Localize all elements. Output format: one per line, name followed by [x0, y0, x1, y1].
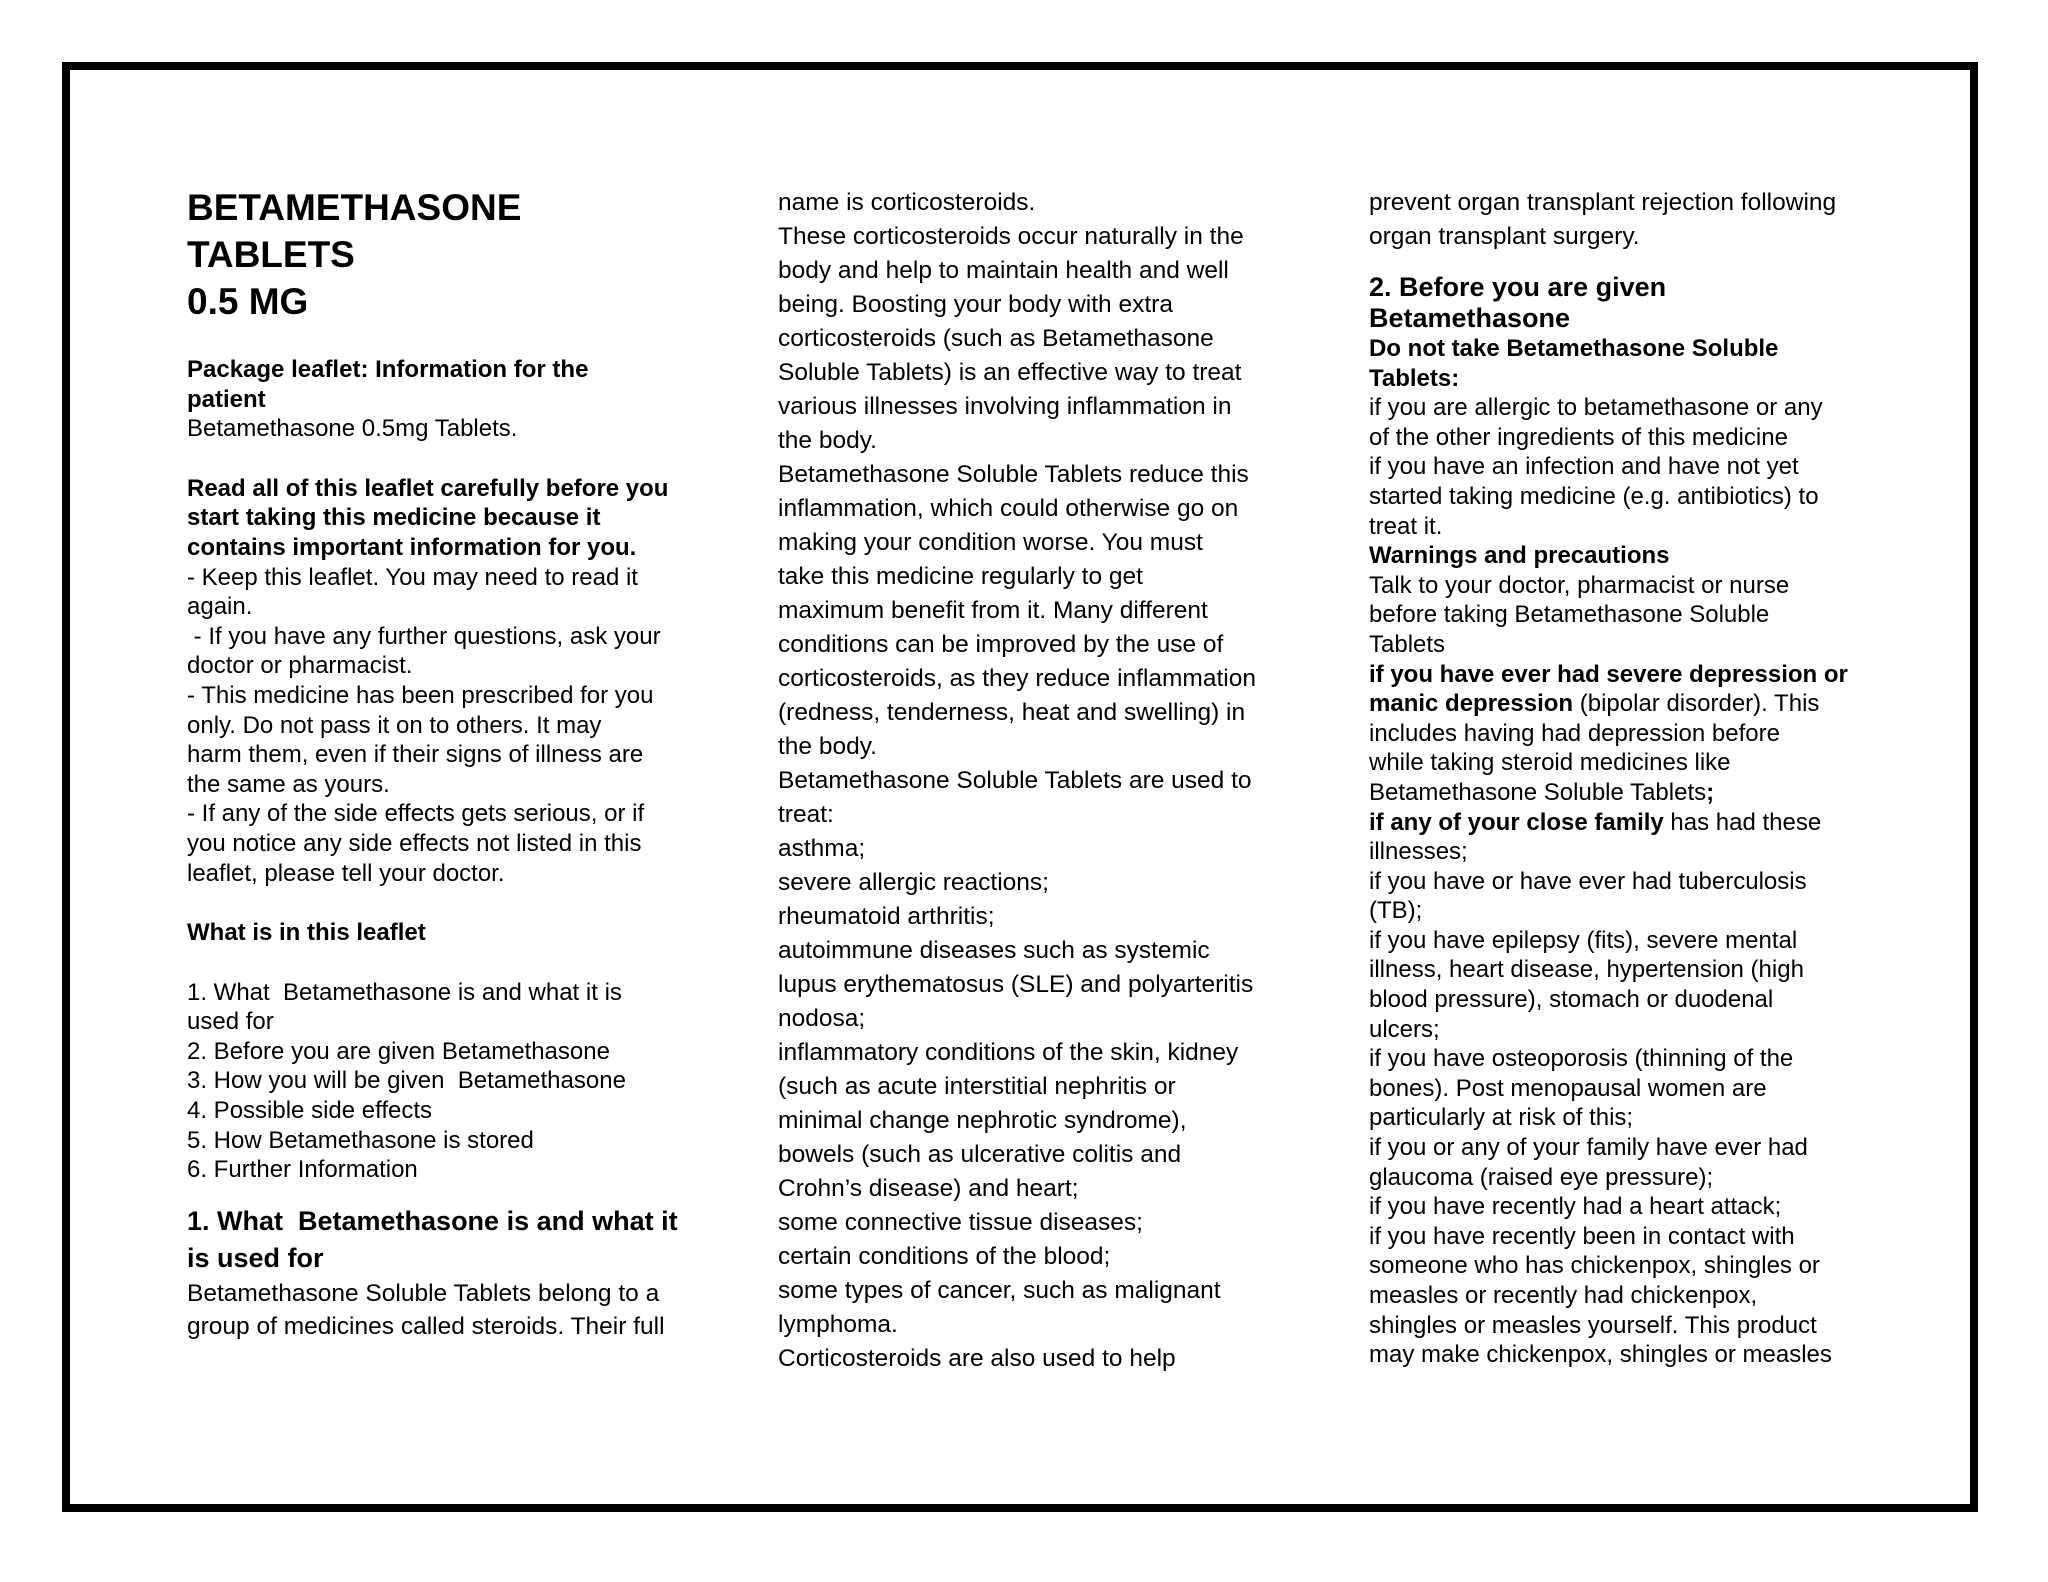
list-item: you notice any side effects not listed in this [187, 829, 642, 857]
text-line: lymphoma. [778, 1311, 898, 1338]
toc-item: used for [187, 1008, 274, 1036]
text-line: inflammatory conditions of the skin, kidney [778, 1039, 1239, 1066]
text-line: if you have recently had a heart attack; [1369, 1193, 1782, 1221]
list-item: doctor or pharmacist. [187, 652, 413, 680]
text-line: before taking Betamethasone Soluble [1369, 601, 1770, 629]
section-1-text: Betamethasone Soluble Tablets belong to a [187, 1279, 660, 1307]
text-line: maximum benefit from it. Many different [778, 597, 1208, 624]
toc-item: 4. Possible side effects [187, 1097, 433, 1125]
read-warning: contains important information for you. [187, 533, 637, 561]
text-line [1369, 808, 1889, 838]
text-line: ulcers; [1369, 1015, 1440, 1043]
text-line: severe allergic reactions; [778, 869, 1049, 896]
text-line: Tablets [1369, 630, 1446, 658]
product-name: Betamethasone 0.5mg Tablets. [187, 415, 518, 443]
text-line: particularly at risk of this; [1369, 1104, 1634, 1132]
toc-item: 2. Before you are given Betamethasone [187, 1037, 610, 1065]
text-line: started taking medicine (e.g. antibiotics) to [1369, 482, 1819, 510]
text-line: if you have an infection and have not yet [1369, 453, 1799, 481]
text-line: (TB); [1369, 897, 1423, 925]
text-line: some types of cancer, such as malignant [778, 1277, 1221, 1304]
text-line: inflammation, which could otherwise go on [778, 495, 1239, 522]
text-line: conditions can be improved by the use of [778, 631, 1224, 658]
text-line: (such as acute interstitial nephritis or [778, 1073, 1176, 1100]
text-line: includes having had depression before [1369, 719, 1780, 747]
section-2-heading: 2. Before you are given [1369, 272, 1667, 302]
text-line: shingles or measles yourself. This product [1369, 1311, 1817, 1339]
text-line: may make chickenpox, shingles or measles [1369, 1341, 1832, 1369]
list-item: harm them, even if their signs of illness are [187, 741, 644, 769]
text-line: if you have or have ever had tuberculosis [1369, 867, 1807, 895]
text-line: the body. [778, 427, 877, 454]
text-fragment: (bipolar disorder). This [1573, 690, 1820, 718]
text-line [1369, 778, 1889, 808]
text-line: nodosa; [778, 1005, 866, 1032]
text-line: treat it. [1369, 512, 1443, 540]
text-line: various illnesses involving inflammation in [778, 393, 1232, 420]
list-item: - If you have any further questions, ask your [187, 622, 661, 650]
text-line: Crohn’s disease) and heart; [778, 1175, 1079, 1202]
text-line: corticosteroids, as they reduce inflammation [778, 665, 1256, 692]
text-line: if you are allergic to betamethasone or any [1369, 394, 1823, 422]
text-line: if you or any of your family have ever had [1369, 1134, 1808, 1162]
text-line: if you have recently been in contact with [1369, 1222, 1795, 1250]
bold-phrase: ; [1706, 778, 1715, 806]
warnings-heading: Warnings and precautions [1369, 542, 1670, 570]
text-line: lupus erythematosus (SLE) and polyarteritis [778, 971, 1254, 998]
text-line: Talk to your doctor, pharmacist or nurse [1369, 571, 1790, 599]
do-not-take-heading: Do not take Betamethasone Soluble [1369, 335, 1779, 362]
text-line [1369, 689, 1889, 719]
bold-phrase: if any of your close family [1369, 808, 1664, 836]
title-line: BETAMETHASONE [187, 187, 522, 228]
text-line: treat: [778, 801, 834, 828]
text-line: (redness, tenderness, heat and swelling) in [778, 699, 1246, 726]
text-line: if you have ever had severe depression or [1369, 660, 1848, 688]
text-line: name is corticosteroids. [778, 189, 1036, 216]
text-line: glaucoma (raised eye pressure); [1369, 1163, 1714, 1191]
text-line: bowels (such as ulcerative colitis and [778, 1141, 1182, 1168]
text-line: being. Boosting your body with extra [778, 291, 1173, 318]
text-line: corticosteroids (such as Betamethasone [778, 325, 1214, 352]
section-2-heading: Betamethasone [1369, 303, 1571, 333]
text-line: Betamethasone Soluble Tablets reduce this [778, 461, 1249, 488]
do-not-take-heading: Tablets: [1369, 364, 1460, 392]
list-item: - Keep this leaflet. You may need to read it [187, 563, 638, 591]
text-line: body and help to maintain health and well [778, 257, 1229, 284]
package-leaflet-heading: Package leaflet: Information for the [187, 356, 589, 383]
list-item: leaflet, please tell your doctor. [187, 859, 505, 887]
column-2 [778, 186, 1298, 1376]
read-warning: Read all of this leaflet carefully before you [187, 474, 669, 502]
section-1-text: group of medicines called steroids. Their full [187, 1313, 665, 1341]
section-1-heading: 1. What Betamethasone is and what it [187, 1205, 678, 1236]
text-fragment: has had these [1663, 808, 1822, 836]
list-item: - This medicine has been prescribed for you [187, 681, 654, 709]
title-line: TABLETS [187, 234, 355, 275]
advice-list [187, 563, 687, 889]
text-line: rheumatoid arthritis; [778, 903, 995, 930]
text-line: asthma; [778, 835, 866, 862]
package-leaflet-heading: patient [187, 385, 266, 413]
toc-item: 5. How Betamethasone is stored [187, 1126, 534, 1154]
text-line: illness, heart disease, hypertension (high [1369, 956, 1804, 984]
text-line: some connective tissue diseases; [778, 1209, 1143, 1236]
read-warning: start taking this medicine because it [187, 504, 601, 532]
list-item: - If any of the side effects gets serious, or if [187, 800, 645, 828]
text-line: take this medicine regularly to get [778, 563, 1143, 590]
text-line: measles or recently had chickenpox, [1369, 1282, 1758, 1309]
toc-item: 3. How you will be given Betamethasone [187, 1067, 626, 1095]
text-line: blood pressure), stomach or duodenal [1369, 986, 1774, 1014]
section-1-heading: is used for [187, 1242, 324, 1273]
text-line: the body. [778, 733, 877, 760]
list-item: again. [187, 593, 253, 621]
list-item: the same as yours. [187, 770, 390, 798]
column-3 [1369, 186, 1889, 1370]
text-line: making your condition worse. You must [778, 529, 1203, 556]
text-line: illnesses; [1369, 838, 1468, 866]
list-item: only. Do not pass it on to others. It may [187, 711, 602, 739]
text-line: autoimmune diseases such as systemic [778, 937, 1210, 964]
text-line: organ transplant surgery. [1369, 223, 1640, 250]
text-line: prevent organ transplant rejection following [1369, 189, 1837, 216]
text-line: while taking steroid medicines like [1369, 749, 1731, 777]
text-line: someone who has chickenpox, shingles or [1369, 1252, 1820, 1280]
text-line: bones). Post menopausal women are [1369, 1074, 1767, 1102]
table-of-contents [187, 978, 687, 1185]
toc-heading: What is in this leaflet [187, 919, 426, 947]
text-line: Corticosteroids are also used to help [778, 1345, 1176, 1372]
document-title [187, 184, 687, 325]
text-line: Betamethasone Soluble Tablets are used to [778, 767, 1252, 794]
text-line: Soluble Tablets) is an effective way to treat [778, 359, 1242, 386]
text-line: certain conditions of the blood; [778, 1243, 1111, 1270]
title-line: 0.5 MG [187, 281, 309, 322]
text-line: minimal change nephrotic syndrome), [778, 1107, 1187, 1134]
toc-item: 6. Further Information [187, 1156, 418, 1184]
bold-phrase: manic depression [1369, 690, 1574, 718]
toc-item: 1. What Betamethasone is and what it is [187, 978, 622, 1006]
text-line: if you have osteoporosis (thinning of the [1369, 1045, 1794, 1073]
column-1 [187, 184, 687, 1344]
text-line: These corticosteroids occur naturally in the [778, 223, 1244, 250]
text-line: if you have epilepsy (fits), severe mental [1369, 926, 1798, 954]
text-line: of the other ingredients of this medicine [1369, 423, 1788, 451]
text-fragment: Betamethasone Soluble Tablets [1369, 778, 1707, 806]
